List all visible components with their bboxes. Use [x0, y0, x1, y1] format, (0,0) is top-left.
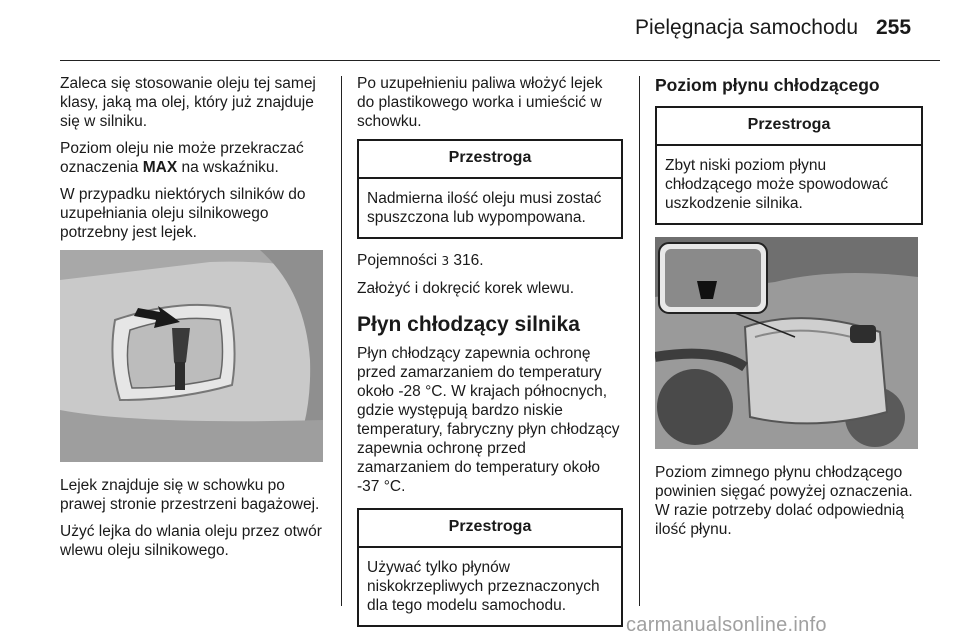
max-marking: MAX	[142, 159, 178, 176]
subheading-coolant-level: Poziom płynu chłodzącego	[655, 75, 880, 95]
warning-text: Nadmierna ilość oleju musi zostać spuszczona lub wypompowana.	[367, 190, 602, 226]
paragraph-store-funnel: Po uzupełnieniu paliwa włożyć lejek do plastikowego worka i umieścić w schowku.	[357, 75, 603, 130]
page-header-title: Pielęgnacja samochodu	[635, 16, 858, 39]
paragraph-funnel-use: Użyć lejka do wlania oleju przez otwór wlewu oleju silnikowego.	[60, 523, 322, 559]
warning-text: Zbyt niski poziom płynu chłodzącego może spowodować uszkodzenie silnika.	[665, 157, 889, 212]
page-reference-icon: 3	[441, 254, 450, 268]
warning-title: Przestroga	[359, 510, 621, 548]
column-divider-1	[341, 76, 342, 606]
warning-box-oil	[357, 139, 623, 239]
header-rule	[60, 60, 940, 61]
column-1	[60, 74, 328, 568]
paragraph-oil-max	[60, 139, 328, 177]
trunk-storage-funnel-photo	[60, 250, 323, 462]
paragraph-capacities-ref	[357, 251, 623, 271]
column-2	[357, 74, 623, 639]
text-span: na wskaźniku.	[177, 159, 279, 176]
text-span: Poziom oleju nie może przekraczać oznaczenia	[60, 140, 304, 176]
warning-title: Przestroga	[657, 108, 921, 146]
warning-title: Przestroga	[359, 141, 621, 179]
text-span: Pojemności	[357, 252, 442, 269]
paragraph-coolant-level: Poziom zimnego płynu chłodzącego powinien sięgać powyżej oznaczenia. W razie potrzeby dolać odpowiednią ilość płynu.	[655, 464, 913, 538]
column-divider-2	[639, 76, 640, 606]
page-reference: 316.	[449, 252, 484, 269]
warning-text: Używać tylko płynów niskokrzepliwych przeznaczonych dla tego modelu samochodu.	[367, 559, 600, 614]
column-3	[655, 74, 923, 547]
section-heading-coolant: Płyn chłodzący silnika	[357, 313, 580, 336]
watermark: carmanualsonline.info	[626, 614, 827, 636]
page-number: 255	[876, 16, 912, 39]
paragraph-oil-class: Zaleca się stosowanie oleju tej samej klasy, jaką ma olej, który już znajduje się w silniku.	[60, 75, 316, 130]
paragraph-funnel-needed: W przypadku niektórych silników do uzupełniania oleju silnikowego potrzebny jest lejek.	[60, 186, 306, 241]
paragraph-coolant-protection: Płyn chłodzący zapewnia ochronę przed zamarzaniem do temperatury około -28 °C. W krajach północnych, gdzie występują bardzo niskie temperatury, fabryczny płyn chłodzący zapewnia ochronę przed zamarzaniem do temperatury około -37 °C.	[357, 345, 620, 495]
warning-box-coolant-type	[357, 508, 623, 627]
paragraph-funnel-location: Lejek znajduje się w schowku po prawej stronie przestrzeni bagażowej.	[60, 477, 320, 513]
paragraph-cap: Założyć i dokręcić korek wlewu.	[357, 280, 575, 297]
engine-coolant-reservoir-photo	[655, 237, 918, 449]
warning-box-coolant-level	[655, 106, 923, 225]
